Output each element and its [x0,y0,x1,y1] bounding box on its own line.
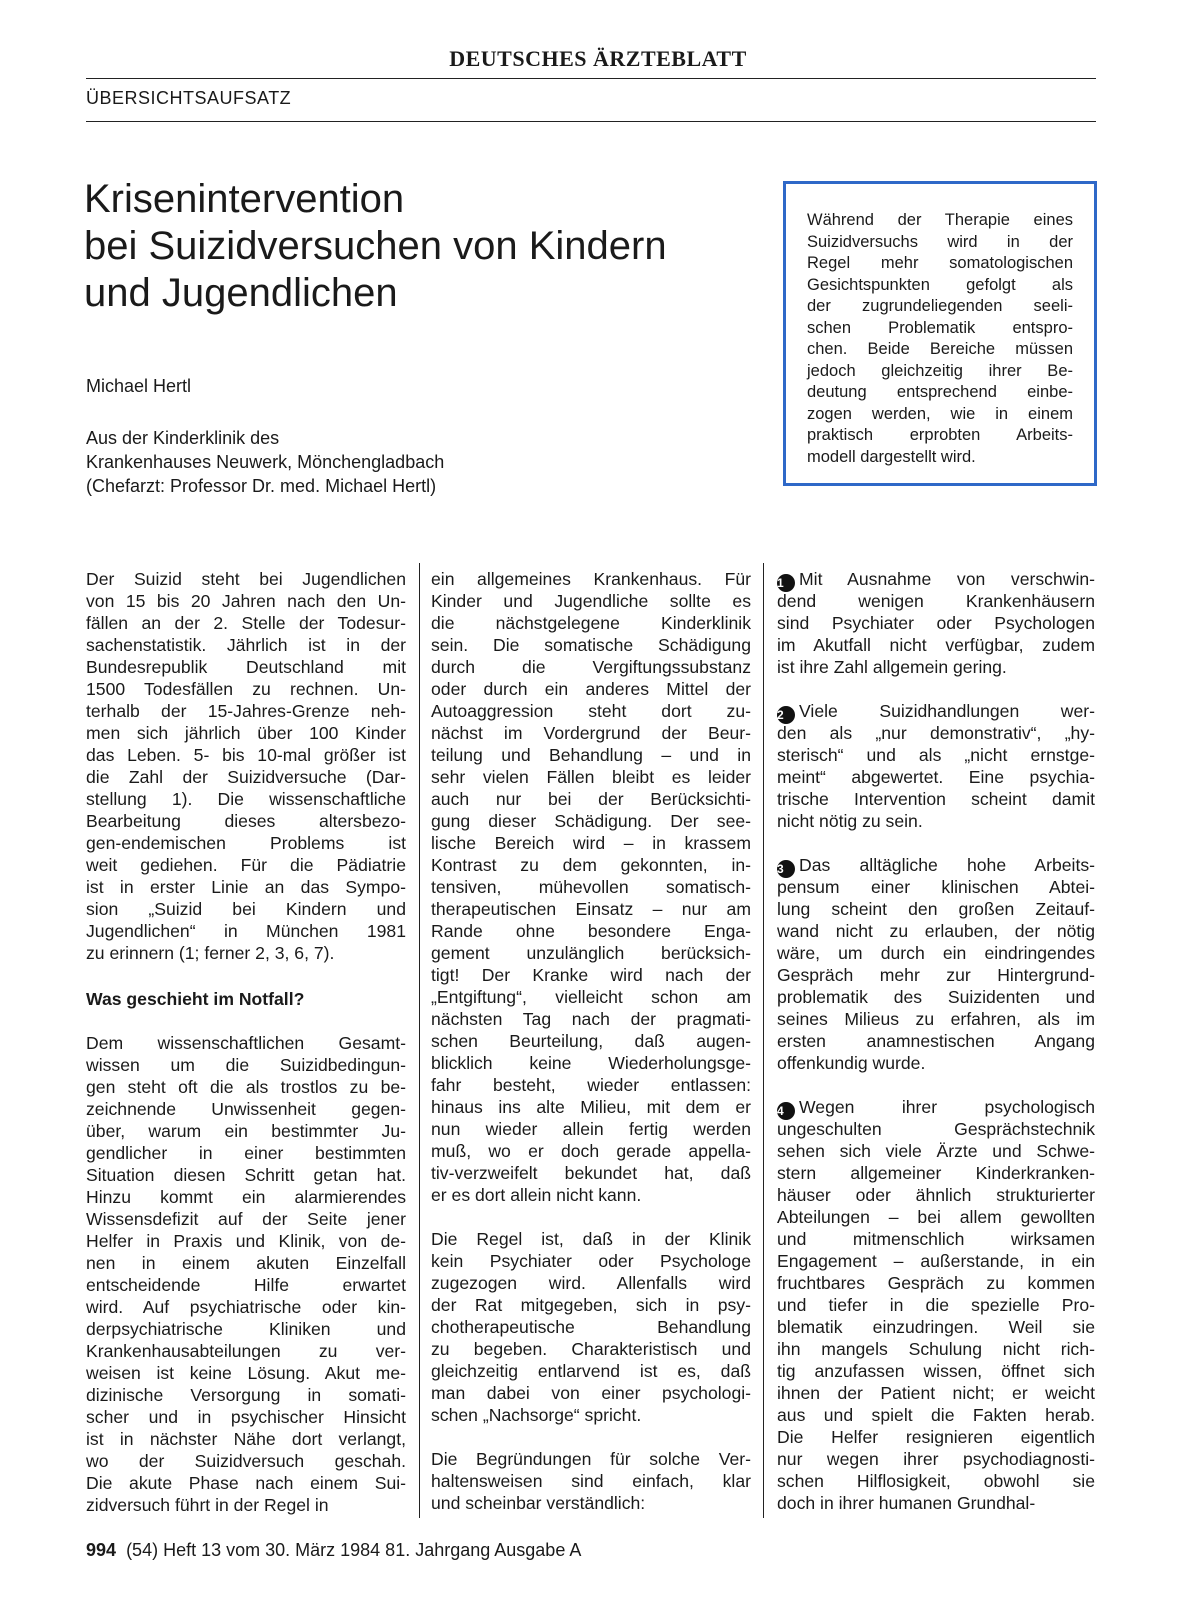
text-line: fällen an der 2. Stelle der Todesur- [86,613,406,633]
abstract-line: schen Problematik entspro- [807,318,1073,337]
text-line: doch in ihrer humanen Grundhal- [777,1493,1036,1513]
text-line: zugezogen wird. Allenfalls wird [431,1273,751,1293]
text-line: und mitmenschlich wirksamen [777,1229,1095,1249]
text-line [777,1096,1095,1118]
text-line [777,854,1095,876]
text-line: Hinzu kommt ein alarmierendes [86,1187,406,1207]
text-line: sachenstatistik. Jährlich ist in der [86,635,406,655]
text-line: stern allgemeiner Kinderkranken- [777,1163,1095,1183]
text-line: zu erinnern (1; ferner 2, 3, 6, 7). [86,943,335,963]
text-line: Bundesrepublik Deutschland mit [86,657,406,677]
text-line: ein allgemeines Krankenhaus. Für [431,569,751,589]
text-line: von 15 bis 20 Jahren nach den Un- [86,591,406,611]
abstract-box [783,181,1097,486]
text-line: seines Milieus zu erfahren, als im [777,1009,1095,1029]
text-line: ist ihre Zahl allgemein gering. [777,657,1007,677]
text-line: Die akute Phase nach einem Sui- [86,1473,406,1493]
text-line: sehen sich viele Ärzte und Schwe- [777,1141,1095,1161]
text-line: Autoaggression steht dort zu- [431,701,751,721]
text-line: sion „Suizid bei Kindern und [86,899,406,919]
text-line: nur wegen ihrer psychodiagnosti- [777,1449,1095,1469]
text-line: und tiefer in die spezielle Pro- [777,1295,1095,1315]
item-text: Das alltägliche hohe Arbeits- [799,855,1095,875]
text-line: lung scheint den großen Zeitauf- [777,899,1095,919]
text-line: problematik des Suizidenten und [777,987,1095,1007]
text-line: Rande ohne besondere Enga- [431,921,751,941]
text-line: dizinische Versorgung in somati- [86,1385,406,1405]
text-line: fahr besteht, wieder entlassen: [431,1075,751,1095]
page-number: 994 [86,1540,117,1560]
text-line: aus und spielt die Fakten herab. [777,1405,1095,1425]
text-line: er es dort allein nicht kann. [431,1185,642,1205]
text-line: entscheidende Hilfe erwartet [86,1275,406,1295]
text-line: Gespräch mehr zur Hintergrund- [777,965,1095,985]
text-line: nen in einem akuten Einzelfall [86,1253,406,1273]
text-line: Die Begründungen für solche Ver- [431,1449,751,1469]
text-line: blicklich keine Wiederholungsge- [431,1053,751,1073]
text-line: ist in nächster Nähe dort verlangt, [86,1429,406,1449]
affiliation-line: Aus der Kinderklinik des [86,428,280,448]
text-line: meint“ abgewertet. Eine psychia- [777,767,1095,787]
journal-name: DEUTSCHES ÄRZTEBLATT [449,46,747,71]
column-divider [763,563,764,1518]
text-line: gung dieser Schädigung. Der see- [431,811,751,831]
title-line: Krisenintervention [84,177,405,221]
text-line: nun wieder allein fertig werden [431,1119,751,1139]
text-line: Der Suizid steht bei Jugendlichen [86,569,406,589]
abstract-line: zogen werden, wie in einem [807,404,1073,423]
item-text: Viele Suizidhandlungen wer- [799,701,1095,721]
text-line: Abteilungen – bei allem gewollten [777,1207,1095,1227]
text-line: Jugendlichen“ in München 1981 [86,921,406,941]
text-line: lische Bereich wird – in krassem [431,833,751,853]
text-column-2 [431,568,751,1514]
text-line: ihnen der Patient nicht; er weicht [777,1383,1095,1403]
abstract-line: Regel mehr somatologischen [807,254,1073,272]
paragraph-gap [777,678,1095,700]
author-name: Michael Hertl [86,376,192,396]
text-line: nicht nötig zu sein. [777,811,923,831]
text-line: weisen ist keine Lösung. Akut me- [86,1363,406,1383]
text-line: wird. Auf psychiatrische oder kin- [86,1297,406,1317]
item-number-badge: 3 [777,860,795,878]
text-line: man dabei von einer psychologi- [431,1383,751,1403]
text-line: und scheinbar verständlich: [431,1493,646,1513]
header-rule [86,78,1096,79]
text-line: gen steht oft die als trostlos zu be- [86,1077,406,1097]
text-line: sehr vielen Fällen bleibt es leider [431,767,751,787]
text-line: Die Helfer resignieren eigentlich [777,1427,1095,1447]
text-line: haltensweisen sind einfach, klar [431,1471,751,1491]
text-line: dend wenigen Krankenhäusern [777,591,1095,611]
affiliation [86,426,444,498]
text-line: die Zahl der Suizidversuche (Dar- [86,767,406,787]
text-line: wäre, um durch ein eindringendes [777,943,1095,963]
text-line: Dem wissenschaftlichen Gesamt- [86,1033,406,1053]
text-line: fruchtbares Gespräch zu kommen [777,1273,1095,1293]
text-line: die nächstgelegene Kinderklinik [431,613,751,633]
item-number-badge: 2 [777,706,795,724]
text-column-1 [86,568,406,1516]
text-line: scher und in psychischer Hinsicht [86,1407,406,1427]
text-line: ungeschulten Gesprächstechnik [777,1119,1095,1139]
item-number-badge: 4 [777,1102,795,1120]
title-line: bei Suizidversuchen von Kindern [84,224,667,268]
abstract-line: jedoch gleichzeitig ihrer Be- [807,361,1073,380]
abstract-line: Gesichtspunkten gefolgt als [807,275,1073,294]
text-line: nächsten Tag nach der pragmati- [431,1009,751,1029]
paragraph-gap [86,1010,406,1032]
paragraph-gap [777,832,1095,854]
text-line: kein Psychiater oder Psychologe [431,1251,751,1271]
paragraph-gap [431,1206,751,1228]
text-line: Die Regel ist, daß in der Klinik [431,1229,751,1249]
paragraph-gap [777,1074,1095,1096]
abstract-line: praktisch erprobten Arbeits- [807,426,1073,444]
text-line: gendlicher in einer bestimmten [86,1143,406,1163]
text-line: schen Hilflosigkeit, obwohl sie [777,1471,1095,1491]
text-line: durch die Vergiftungssubstanz [431,657,751,677]
section-label: ÜBERSICHTSAUFSATZ [86,88,292,108]
text-line: derpsychiatrische Kliniken und [86,1319,406,1339]
text-line: ihn mangels Schulung nicht rich- [777,1339,1095,1359]
text-line: tensiven, mühevollen somatisch- [431,877,751,897]
text-line: 1500 Todesfällen zu rechnen. Un- [86,679,406,699]
text-line: gleichzeitig entlarvend ist es, daß [431,1361,751,1381]
text-line: weit gediehen. Für die Pädiatrie [86,855,406,875]
text-line: Kinder und Jugendliche sollte es [431,591,751,611]
text-line: oder durch ein anderes Mittel der [431,679,751,699]
text-line: tiv-verzweifelt bekundet hat, daß [431,1163,751,1183]
text-line: sein. Die somatische Schädigung [431,635,751,655]
text-line: teilung und Behandlung – und in [431,745,751,765]
affiliation-line: (Chefarzt: Professor Dr. med. Michael Hertl) [86,476,437,496]
text-line: gement unzulänglich berücksich- [431,943,751,963]
text-line: offenkundig wurde. [777,1053,926,1073]
text-line: Kontrast zu dem gekonnten, in- [431,855,751,875]
text-line: über, warum ein bestimmter Ju- [86,1121,406,1141]
title-line: und Jugendlichen [84,271,398,315]
paragraph-gap [86,964,406,988]
text-line: sterisch“ und als „nicht ernstge- [777,745,1095,765]
text-line: pensum einer klinischen Abtei- [777,877,1095,897]
text-line: blematik einzudringen. Weil sie [777,1317,1095,1337]
item-text: Mit Ausnahme von verschwin- [799,569,1095,589]
text-line: auch nur bei der Berücksichti- [431,789,751,809]
item-text: Wegen ihrer psychologisch [799,1097,1095,1117]
text-line: Krankenhausabteilungen zu ver- [86,1341,406,1361]
text-line: wo der Suizidversuch geschah. [86,1451,406,1471]
text-column-3 [777,568,1095,1514]
text-line: terhalb der 15-Jahres-Grenze neh- [86,701,406,721]
text-line: wissen um die Suizidbedingun- [86,1055,406,1075]
issue-info: (54) Heft 13 vom 30. März 1984 81. Jahrgang Ausgabe A [126,1540,582,1560]
abstract-line: deutung entsprechend einbe- [807,383,1073,401]
text-line: zeichnende Unwissenheit gegen- [86,1099,406,1119]
abstract-line: chen. Beide Bereiche müssen [807,340,1073,358]
text-line: stellung 1). Die wissenschaftliche [86,789,406,809]
text-line: therapeutischen Einsatz – nur am [431,899,751,919]
text-line: hinaus ins alte Milieu, mit dem er [431,1097,751,1117]
abstract-line: modell dargestellt wird. [807,447,976,466]
text-line: zidversuch führt in der Regel in [86,1495,329,1515]
text-line: im Akutfall nicht verfügbar, zudem [777,635,1095,655]
column-divider [419,563,420,1518]
text-line: schen „Nachsorge“ spricht. [431,1405,642,1425]
text-line: Wissensdefizit auf der Seite jener [86,1209,406,1229]
text-line: das Leben. 5- bis 10-mal größer ist [86,745,406,765]
article-title [84,176,764,317]
text-line: ist in erster Linie an das Sympo- [86,877,406,897]
abstract-line: Suizidversuchs wird in der [807,232,1073,251]
text-line: trische Intervention scheint damit [777,789,1095,809]
abstract-line: Während der Therapie eines [807,211,1073,229]
text-line: chotherapeutische Behandlung [431,1317,751,1337]
text-line [777,700,1095,722]
text-line: häuser oder ähnlich strukturierter [777,1185,1095,1205]
item-number-badge: 1 [777,574,795,592]
text-line: „Entgiftung“, vielleicht schon am [431,987,751,1007]
text-line: den als „nur demonstrativ“, „hy- [777,723,1095,743]
text-line: ersten anamnestischen Angang [777,1031,1095,1051]
subheading: Was geschieht im Notfall? [86,989,305,1009]
text-line: tigt! Der Kranke wird nach der [431,965,751,985]
affiliation-line: Krankenhauses Neuwerk, Mönchengladbach [86,452,445,472]
text-line: muß, wo er doch gerade appella- [431,1141,751,1161]
text-line: der Rat mitgegeben, sich in psy- [431,1295,751,1315]
text-line: sind Psychiater oder Psychologen [777,613,1095,633]
text-line: gen-endemischen Problems ist [86,833,406,853]
text-line: Helfer in Praxis und Klinik, von de- [86,1231,406,1251]
text-line: Engagement – außerstande, in ein [777,1251,1095,1271]
text-line: nächst im Vordergrund der Beur- [431,723,751,743]
text-line: schen Beurteilung, daß augen- [431,1031,751,1051]
text-line: tig anzufassen wissen, öffnet sich [777,1361,1095,1381]
text-line: men sich jährlich über 100 Kinder [86,723,406,743]
text-line: wand nicht zu erlauben, der nötig [777,921,1095,941]
paragraph-gap [431,1426,751,1448]
text-line [777,568,1095,590]
text-line: Bearbeitung dieses altersbezo- [86,811,406,831]
text-line: Situation diesen Schritt getan hat. [86,1165,406,1185]
text-line: zu begeben. Charakteristisch und [431,1339,751,1359]
page-footer [86,1540,581,1561]
abstract-line: der zugrundeliegenden seeli- [807,297,1073,315]
section-rule [86,121,1096,122]
